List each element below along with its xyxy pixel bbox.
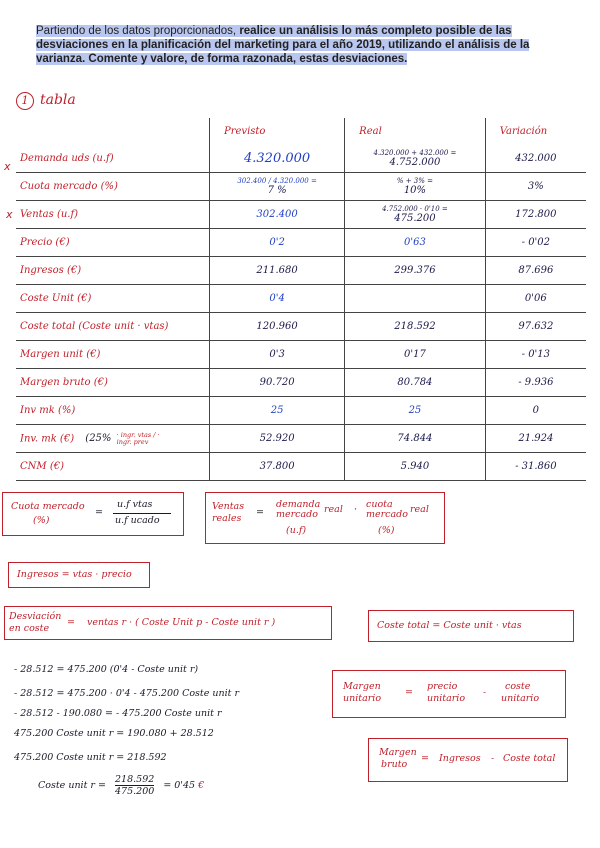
cell-real: 218.592 [345, 313, 486, 341]
row-label: Coste Unit (€) [16, 285, 210, 313]
margen-unit-equals: = [405, 687, 413, 698]
row-label-text: Inv. mk (€) [20, 433, 75, 444]
row-label: Ingresos (€) [16, 257, 210, 285]
ventas-equals: = [256, 507, 264, 518]
table-row [16, 369, 586, 397]
cuota-fraction-bar [113, 513, 171, 514]
row-label: CNM (€) [16, 453, 210, 481]
cell-real [345, 285, 486, 313]
cell-variacion: 172.800 [485, 201, 586, 229]
cell-previsto: 211.680 [210, 257, 345, 285]
cuota-denominator: u.f ucado [115, 515, 160, 526]
ventas-cuota: cuota [366, 499, 393, 510]
table-header-row [16, 118, 586, 145]
cell-previsto: 302.400 [210, 201, 345, 229]
calc-line-2: - 28.512 = 475.200 · 0'4 - 475.200 Coste unit r [14, 688, 240, 699]
prompt-task: realice un análisis lo más completo posible de las desviaciones en la planificación del marketing para el año 2019, utilizando el análisis de la varianza. Comente y valore, de forma razonada, estas desviaciones. [36, 25, 530, 65]
cell-previsto: 37.800 [210, 453, 345, 481]
row-label: Precio (€) [16, 229, 210, 257]
cuota-label: Cuota mercado [11, 501, 85, 512]
row-label: Demanda uds (u.f) [16, 145, 210, 173]
calc-result: = 0'45 [163, 780, 196, 791]
cell-previsto: 120.960 [210, 313, 345, 341]
header-previsto: Previsto [210, 118, 345, 145]
cell-real: 299.376 [345, 257, 486, 285]
ventas-demanda: demanda [276, 499, 321, 510]
calc-line-3: - 28.512 - 190.080 = - 475.200 Coste unit r [14, 708, 222, 719]
exercise-prompt [36, 24, 546, 66]
header-variacion: Variación [485, 118, 586, 145]
formula-ingresos [8, 562, 150, 588]
calc-line-1: - 28.512 = 475.200 (0'4 - Coste unit r) [14, 664, 199, 675]
section-title: tabla [40, 92, 76, 108]
cell-variacion: - 31.860 [485, 453, 586, 481]
cell-real-note: % + 3% = [396, 177, 434, 185]
row-label: Margen bruto (€) [16, 369, 210, 397]
margen-unit-minus: - [483, 687, 487, 698]
cross-mark-2: x [6, 208, 13, 221]
cell-previsto: 0'2 [210, 229, 345, 257]
table-row [16, 173, 586, 201]
cross-mark-1: x [4, 160, 11, 173]
table-row [16, 453, 586, 481]
cell-previsto: 0'3 [210, 341, 345, 369]
ingresos-formula: Ingresos = vtas · precio [17, 569, 132, 580]
formula-margen-bruto [368, 738, 568, 782]
row-label [16, 425, 210, 453]
row-label: Margen unit (€) [16, 341, 210, 369]
table-row [16, 341, 586, 369]
calc-line-4: 475.200 Coste unit r = 190.080 + 28.512 [14, 728, 214, 739]
cell-previsto: 52.920 [210, 425, 345, 453]
calc-result-label: Coste unit r = [38, 780, 106, 791]
table-row [16, 397, 586, 425]
header-real: Real [345, 118, 486, 145]
desv-expression: ventas r · ( Coste Unit p - Coste unit r ) [87, 617, 276, 628]
coste-total-formula: Coste total = Coste unit · vtas [377, 620, 522, 631]
calc-line-5: 475.200 Coste unit r = 218.592 [14, 752, 167, 763]
calc-numerator: 218.592 [115, 774, 155, 785]
table-row [16, 257, 586, 285]
margen-bruto-label: Margen [379, 747, 417, 758]
margen-bruto-label-2: bruto [381, 759, 408, 770]
cell-real: 0'17 [345, 341, 486, 369]
cell-real-note: 4.752.000 · 0'10 = [382, 205, 448, 213]
desv-label-2: en coste [9, 623, 50, 634]
cell-real: 74.844 [345, 425, 486, 453]
variance-table [16, 118, 586, 481]
cell-real: 25 [345, 397, 486, 425]
row-label: Ventas (u.f) [16, 201, 210, 229]
table-row [16, 201, 586, 229]
cell-real: 5.940 [345, 453, 486, 481]
cell-real: 0'63 [345, 229, 486, 257]
cell-real-value: 10% [403, 185, 427, 196]
formula-desviacion-coste [4, 606, 332, 640]
cell-variacion: 432.000 [485, 145, 586, 173]
cell-real [345, 201, 486, 229]
cell-previsto: 90.720 [210, 369, 345, 397]
cell-real-value: 4.752.000 [389, 157, 441, 168]
margen-bruto-minus: - [491, 753, 495, 764]
ventas-dot: · [354, 504, 358, 515]
ventas-real-b: real [410, 504, 429, 515]
cell-real-note: 4.320.000 + 432.000 = [373, 149, 457, 157]
cell-previsto-value: 7 % [267, 185, 287, 196]
formula-ventas-reales [205, 492, 445, 544]
cuota-equals: = [95, 507, 103, 518]
margen-bruto-equals: = [421, 753, 429, 764]
cell-variacion: 21.924 [485, 425, 586, 453]
ventas-real-a: real [324, 504, 343, 515]
ventas-label-2: reales [212, 513, 242, 524]
section-number: 1 [16, 92, 34, 110]
table-row [16, 229, 586, 257]
desv-label: Desviación [9, 611, 62, 622]
margen-bruto-coste-total: Coste total [503, 753, 556, 764]
header-blank [16, 118, 210, 145]
cell-real [345, 173, 486, 201]
table-row [16, 145, 586, 173]
cell-variacion: 0 [485, 397, 586, 425]
formula-cuota-mercado [2, 492, 184, 536]
prompt-intro: Partiendo de los datos proporcionados, [36, 25, 240, 37]
margen-unit-label-2: unitario [343, 693, 382, 704]
desv-equals: = [67, 617, 75, 628]
row-label: Cuota mercado (%) [16, 173, 210, 201]
formula-margen-unitario [332, 670, 566, 718]
calc-result-unit: € [198, 780, 205, 791]
margen-unit-coste-2: unitario [501, 693, 540, 704]
calc-denominator: 475.200 [115, 786, 155, 797]
margen-unit-coste: coste [505, 681, 531, 692]
cell-real-value: 475.200 [394, 213, 436, 224]
cell-previsto: 4.320.000 [210, 145, 345, 173]
table-row [16, 313, 586, 341]
ventas-unit-pct: (%) [378, 525, 395, 536]
cell-variacion: 0'06 [485, 285, 586, 313]
margen-unit-precio: precio [427, 681, 458, 692]
row-label-extra: (25% [85, 433, 112, 444]
cell-variacion: 87.696 [485, 257, 586, 285]
cell-previsto-note: 302.400 / 4.320.000 = [237, 177, 317, 185]
cell-previsto: 0'4 [210, 285, 345, 313]
cell-variacion: - 0'02 [485, 229, 586, 257]
margen-unit-precio-2: unitario [427, 693, 466, 704]
section-heading [16, 92, 76, 110]
cell-variacion: - 9.936 [485, 369, 586, 397]
row-label: Coste total (Coste unit · vtas) [16, 313, 210, 341]
cuota-numerator: u.f vtas [117, 499, 153, 510]
table-row [16, 425, 586, 453]
margen-unit-label: Margen [343, 681, 381, 692]
calc-line-6 [38, 774, 204, 797]
cuota-unit: (%) [33, 515, 50, 526]
cell-real: 80.784 [345, 369, 486, 397]
cell-real [345, 145, 486, 173]
ventas-cuota-mercado: mercado [366, 509, 408, 520]
ventas-unit-uf: (u.f) [286, 525, 307, 536]
row-label: Inv mk (%) [16, 397, 210, 425]
margen-bruto-ingresos: Ingresos [439, 753, 481, 764]
ventas-label: Ventas [212, 501, 245, 512]
cell-variacion: 97.632 [485, 313, 586, 341]
cell-variacion: 3% [485, 173, 586, 201]
ventas-mercado: mercado [276, 509, 318, 520]
calc-fraction [115, 774, 154, 797]
cell-variacion: - 0'13 [485, 341, 586, 369]
cell-previsto: 25 [210, 397, 345, 425]
row-label-note: · ingr. vtas / · ingr. prev [116, 430, 160, 446]
table-row [16, 285, 586, 313]
formula-coste-total [368, 610, 574, 642]
cell-previsto [210, 173, 345, 201]
